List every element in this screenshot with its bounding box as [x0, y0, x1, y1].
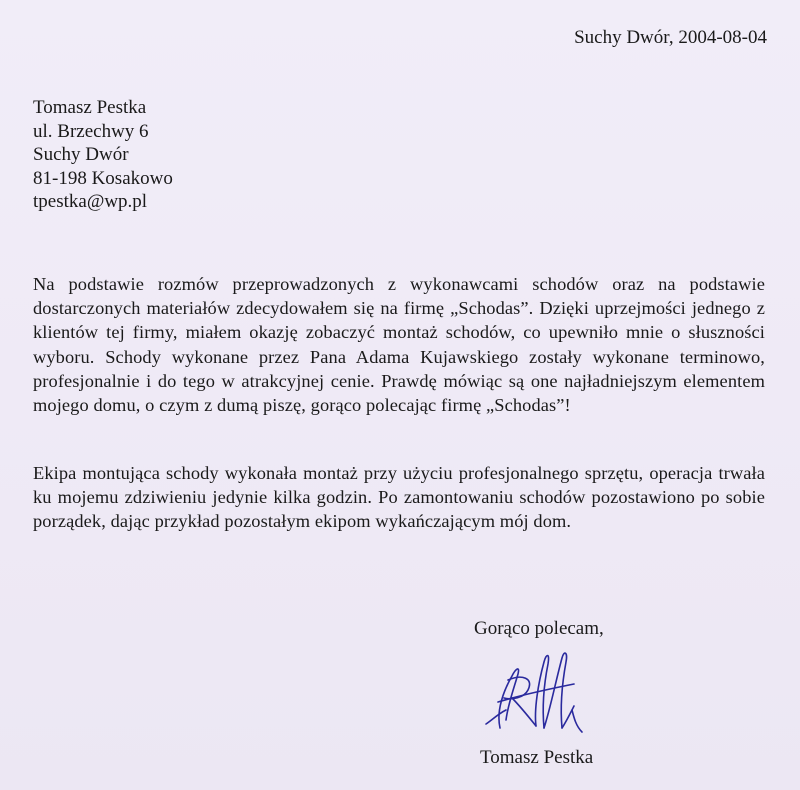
sender-street: ul. Brzechwy 6 — [33, 120, 149, 142]
place-and-date: Suchy Dwór, 2004-08-04 — [574, 27, 767, 48]
sender-town: Suchy Dwór — [33, 144, 129, 165]
signer-name: Tomasz Pestka — [480, 747, 594, 768]
sender-email: tpestka@wp.pl — [33, 191, 148, 212]
body-paragraph-2: Ekipa montująca schody wykonała montaż przy użyciu profesjonalnego sprzętu, operacja trwała ku mojemu zdziwieniu jedynie kilka godzin. Po zamontowaniu schodów pozostawiono po sobie porządek, dając przykład pozostałym ekipom wykańczającym mój dom. — [33, 463, 765, 532]
sender-name: Tomasz Pestka — [33, 97, 147, 118]
closing-phrase: Gorąco polecam, — [474, 618, 604, 639]
handwritten-signature — [478, 640, 588, 745]
sender-postal-city: 81-198 Kosakowo — [33, 167, 173, 189]
body-paragraph-1: Na podstawie rozmów przeprowadzonych z wykonawcami schodów oraz na podstawie dostarczonych materiałów zdecydowałem się na firmę „Schodas”. Dzięki uprzejmości jednego z klientów tej firmy, miałem okazję zobaczyć montaż schodów, co upewniło mnie o słuszności wyboru. Schody wykonane przez Pana Adama Kujawskiego zostały wykonane terminowo, profesjonalnie i do tego w atrakcyjnej cenie. Prawdę mówiąc są one najładniejszym elementem mojego domu, o czym z dumą piszę, gorąco polecając firmę „Schodas”! — [33, 274, 765, 416]
sender-address — [33, 96, 173, 214]
